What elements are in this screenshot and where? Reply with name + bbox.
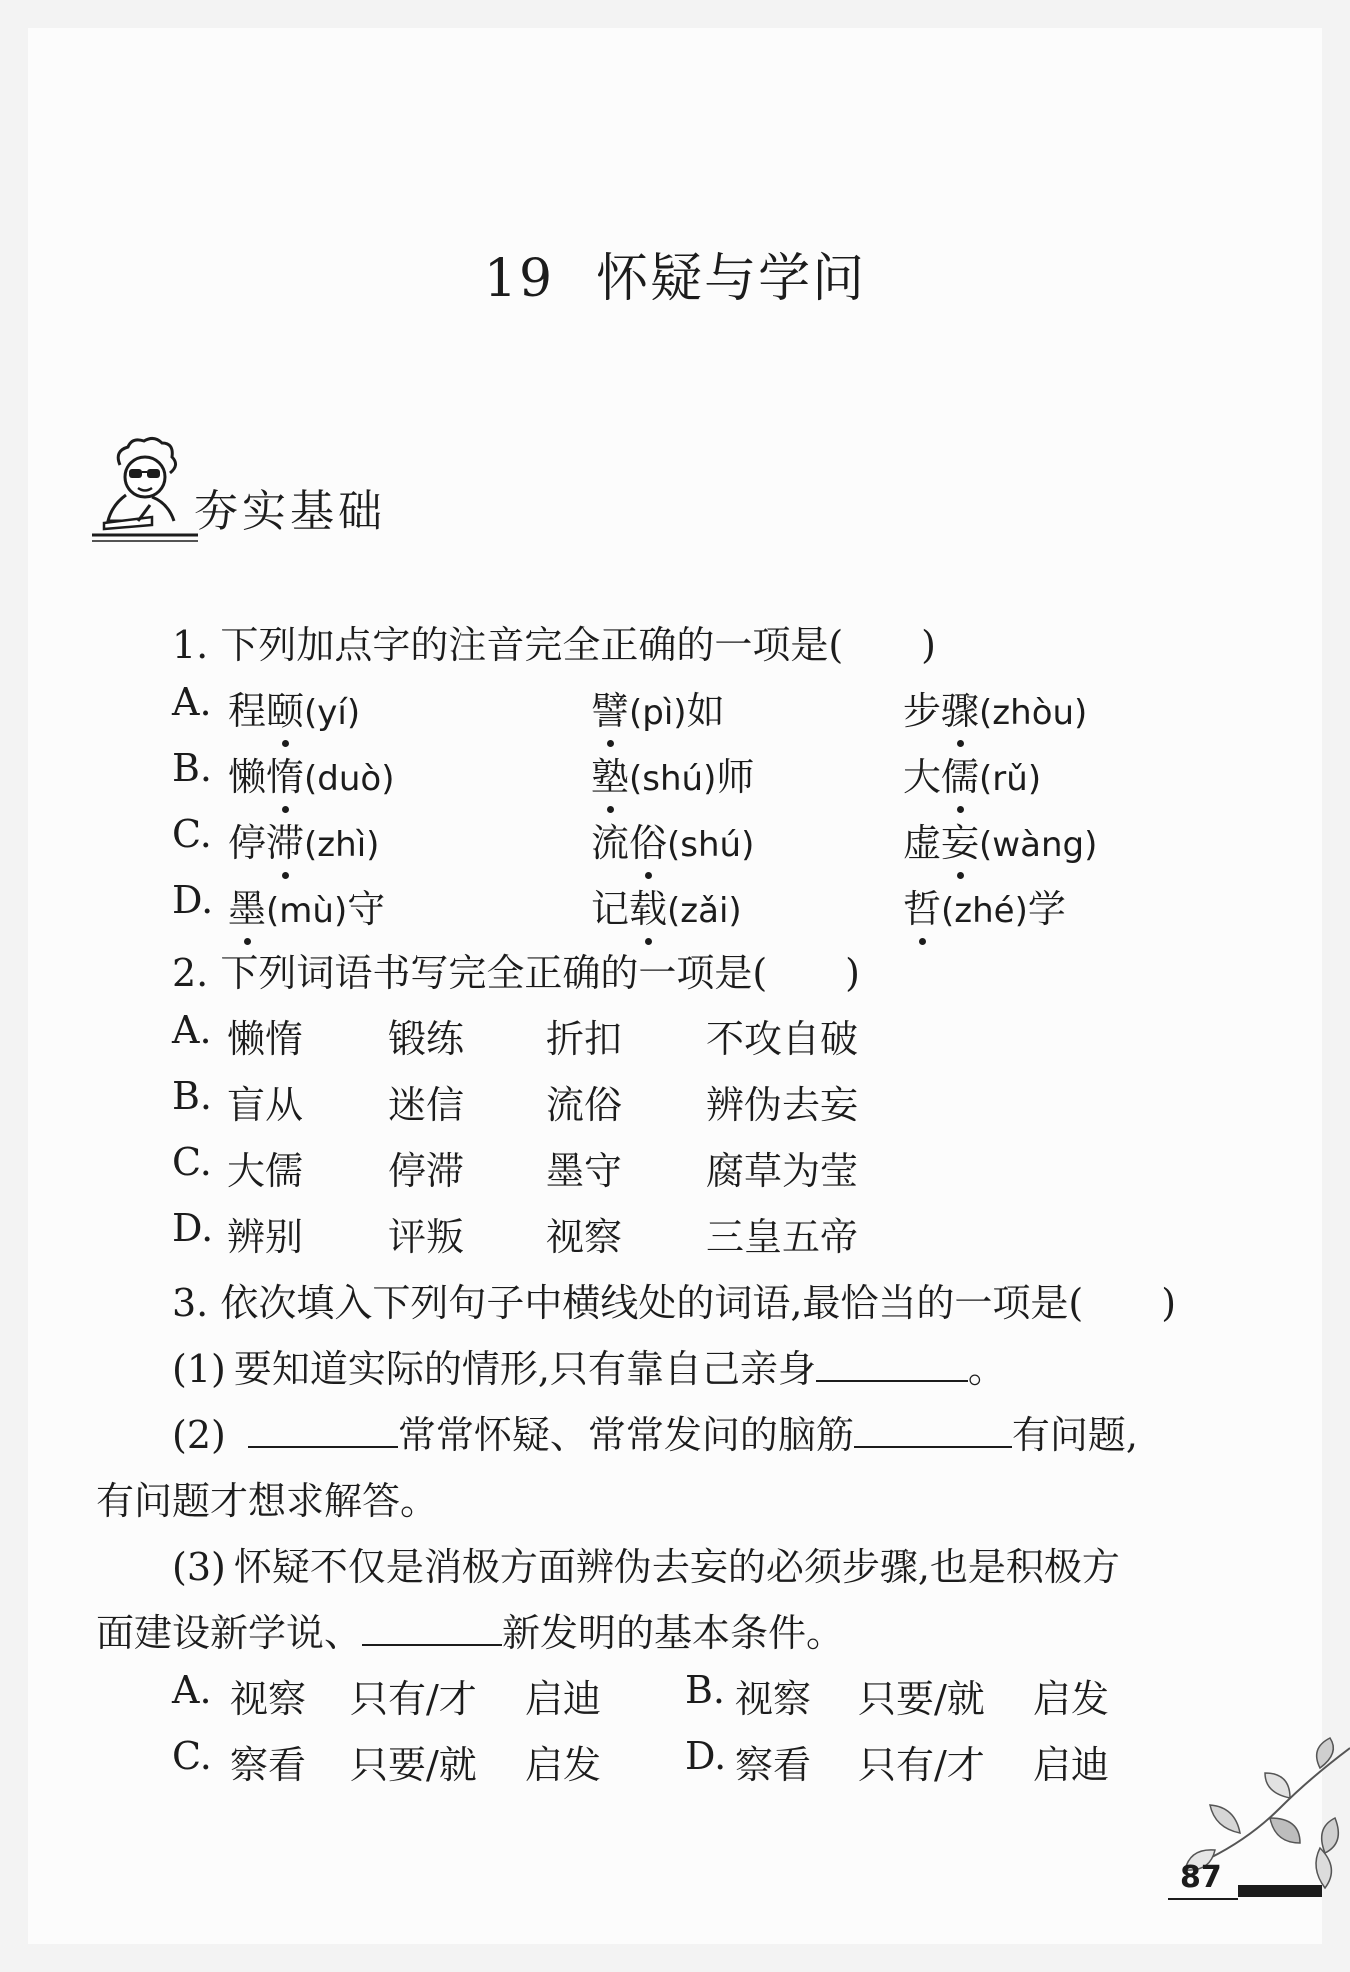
option-word: 启发 [525,1743,602,1787]
dotted-character: 惰 [266,746,304,801]
pinyin-item [228,878,385,933]
option-label: C. [172,1734,212,1778]
option-word: 流俗 [546,1083,623,1127]
option-label: C. [172,1140,212,1184]
pinyin-item [591,746,754,801]
option-word: 墨守 [546,1149,623,1193]
pinyin-annotation: (zhòu) [979,693,1088,733]
question-2-stem [172,942,860,997]
option-word: 辨别 [227,1215,304,1259]
item-prefix: 停 [228,821,267,865]
sentence-text: 要知道实际的情形,只有靠自己亲身 [233,1347,816,1391]
dotted-character: 譬 [591,680,629,735]
option-word: 视察 [230,1677,307,1721]
sentence-number: (2) [172,1413,226,1457]
sentence-text: 新发明的基本条件。 [502,1611,845,1655]
item-prefix: 记 [591,887,630,931]
option-label: C. [172,812,212,856]
option-word: 停滞 [388,1149,465,1193]
pinyin-annotation: (yí) [304,693,361,733]
option-word: 辨伪去妄 [706,1083,859,1127]
option-label: B. [172,1074,213,1118]
option-word: 评叛 [388,1215,465,1259]
option-label: B. [172,746,213,790]
sentence-text: 面建设新学说、 [96,1611,363,1655]
sentence-text: 有问题, [1011,1413,1138,1457]
fill-blank [248,1416,398,1448]
pinyin-item [228,746,395,801]
option-word: 迷信 [388,1083,465,1127]
dotted-character: 塾 [591,746,629,801]
pinyin-item [228,812,379,867]
dotted-character: 妄 [941,812,979,867]
option-word: 启发 [1033,1677,1110,1721]
lesson-title: 怀疑与学问 [596,249,867,309]
option-word: 视察 [735,1677,812,1721]
pinyin-item [591,812,754,867]
option-label: A. [172,680,212,724]
page-number: 87 [1180,1860,1222,1895]
pinyin-annotation: (zǎi) [667,891,742,931]
pinyin-item [903,680,1087,735]
fill-blank [816,1350,968,1382]
reading-student-icon [90,435,200,545]
item-prefix: 流 [591,821,630,865]
sentence-3-continued [96,1602,844,1657]
fill-blank [854,1416,1012,1448]
option-word: 只有/才 [858,1743,985,1787]
sentence-number: (1) [172,1347,226,1391]
option-word: 只要/就 [858,1677,985,1721]
pinyin-annotation: (zhé) [941,891,1028,931]
paren-close: ) [845,951,860,995]
option-label: D. [172,1206,214,1250]
pinyin-annotation: (zhì) [304,825,380,865]
option-word: 察看 [230,1743,307,1787]
item-prefix: 虚 [903,821,942,865]
lesson-number: 19 [483,249,555,309]
section-header [90,435,410,545]
item-prefix: 懒 [228,755,267,799]
page-title [0,236,1350,311]
option-label: A. [172,1668,212,1712]
dotted-character: 哲 [903,878,941,933]
pinyin-annotation: (mù) [266,891,348,931]
item-suffix: 如 [686,689,725,733]
question-3-stem [172,1272,1176,1327]
sentence-1 [172,1338,1006,1393]
option-label: B. [685,1668,726,1712]
option-word: 盲从 [227,1083,304,1127]
dotted-character: 颐 [266,680,304,735]
option-word: 三皇五帝 [706,1215,859,1259]
option-word: 锻练 [388,1017,465,1061]
sentence-text: 有问题才想求解答。 [96,1479,439,1523]
pinyin-annotation: (rǔ) [979,759,1042,799]
sentence-end: 。 [967,1347,1006,1391]
sentence-text: 怀疑不仅是消极方面辨伪去妄的必须步骤,也是积极方 [233,1545,1120,1589]
sentence-number: (3) [172,1545,226,1589]
dotted-character: 儒 [941,746,979,801]
option-word: 只要/就 [350,1743,477,1787]
dotted-character: 载 [629,878,667,933]
option-word: 视察 [546,1215,623,1259]
item-suffix: 守 [347,887,386,931]
option-word: 不攻自破 [706,1017,859,1061]
pinyin-item [903,812,1097,867]
dotted-character: 骤 [941,680,979,735]
page-rule-thin [1168,1898,1238,1900]
question-stem-text: 3. 依次填入下列句子中横线处的词语,最恰当的一项是( [172,1281,1084,1325]
option-label: A. [172,1008,212,1052]
pinyin-annotation: (shú) [667,825,755,865]
option-label: D. [172,878,214,922]
pinyin-annotation: (shú) [629,759,717,799]
pinyin-annotation: (pì) [629,693,687,733]
item-prefix: 步 [903,689,942,733]
pinyin-item [228,680,360,735]
dotted-character: 滞 [266,812,304,867]
pinyin-annotation: (duò) [304,759,395,799]
option-word: 启迪 [525,1677,602,1721]
sentence-text: 常常怀疑、常常发问的脑筋 [397,1413,854,1457]
dotted-character: 墨 [228,878,266,933]
pinyin-annotation: (wàng) [979,825,1098,865]
pinyin-item [903,746,1041,801]
pinyin-item [591,878,742,933]
question-1-stem [172,614,936,669]
option-label: D. [685,1734,727,1778]
dotted-character: 俗 [629,812,667,867]
item-suffix: 学 [1027,887,1066,931]
sentence-3 [172,1536,1120,1591]
sentence-2 [172,1404,1138,1459]
pinyin-item [903,878,1066,933]
paren-close: ) [1161,1281,1177,1325]
option-word: 启迪 [1033,1743,1110,1787]
question-stem-text: 2. 下列词语书写完全正确的一项是( [172,951,768,995]
item-suffix: 师 [716,755,755,799]
option-word: 察看 [735,1743,812,1787]
page-rule-thick [1238,1885,1322,1897]
section-label: 夯实基础 [194,486,386,537]
fill-blank [362,1614,502,1646]
sentence-2-continued [96,1470,438,1525]
option-word: 懒惰 [227,1017,304,1061]
option-word: 只有/才 [350,1677,477,1721]
option-word: 折扣 [546,1017,623,1061]
option-word: 大儒 [227,1149,304,1193]
question-stem-text: 1. 下列加点字的注音完全正确的一项是( [172,623,844,667]
option-word: 腐草为莹 [706,1149,859,1193]
item-prefix: 大 [903,755,942,799]
pinyin-item [591,680,725,735]
paren-close: ) [921,623,936,667]
item-prefix: 程 [228,689,267,733]
